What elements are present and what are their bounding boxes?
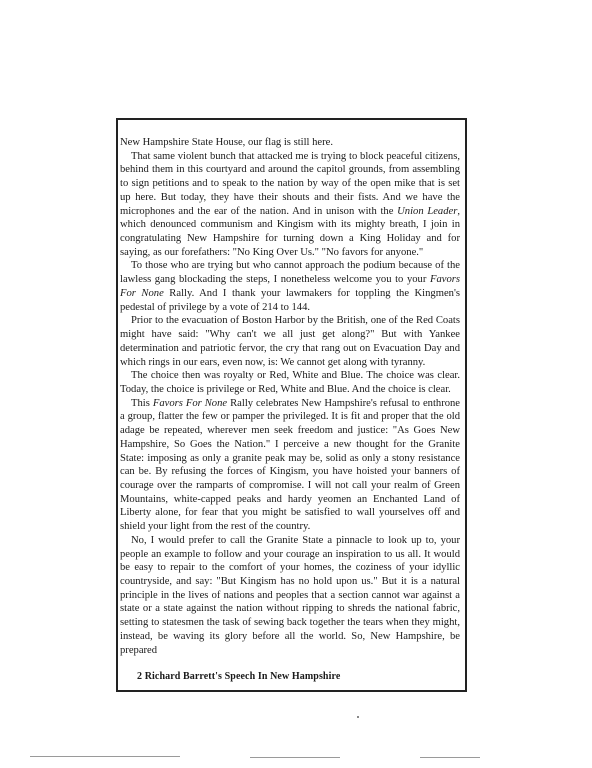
scan-artifact-line <box>420 757 480 758</box>
speech-paragraph <box>120 136 460 150</box>
speech-paragraph <box>120 534 460 657</box>
scan-speck <box>357 716 359 718</box>
paragraph-text: The choice then was royalty or Red, White and Blue. The choice was clear. Today, the choice is privilege or Red, White and Blue. And the choice is clear. <box>120 370 460 395</box>
speech-paragraph <box>120 150 460 260</box>
paragraph-text: , which denounced communism and Kingism with its mighty breath, I join in congratulating New Hampshire for turning down a King Holiday and for saying, as our forefathers: "No King Over Us." "No favors for anyone." <box>120 205 460 258</box>
paragraph-text: To those who are trying but who cannot approach the podium because of the lawless gang blockading the steps, I nonetheless welcome you to your <box>120 260 460 286</box>
paragraph-text: No, I would prefer to call the Granite State a pinnacle to look up to, your people an example to follow and your courage an inspiration to us all. It would be easy to repair to the comfort of your homes, the coziness of your idyllic countryside, and say: "But Kingism has no hold upon us." But it is a natural principle in the lives of nations and peoples that a section cannot war against a state or a state against the nation without ripping to shreds the national fabric, setting to statesmen the task of sewing back together the tears when they might, instead, be waving its glory before all the world. So, New Hampshire, be prepared <box>120 534 460 656</box>
speech-paragraph <box>120 369 460 396</box>
speech-paragraph <box>120 314 460 369</box>
paragraph-text: Rally. And I thank your lawmakers for toppling the Kingmen's pedestal of privilege by a vote of 214 to 144. <box>120 287 460 313</box>
speech-paragraph <box>120 397 460 534</box>
paragraph-text: That same violent bunch that attacked me is trying to block peaceful citizens, behind them in this courtyard and around the capitol grounds, from assembling to sign petitions and to speak to the nation by way of the open mike that is set up here. But today, they have their shouts and their fists. And we have the microphones and the ear of the nation. And in unison with the <box>120 150 460 217</box>
italic-title-text: Favors For None <box>120 274 460 299</box>
scan-artifact-line <box>30 756 180 757</box>
page-footer: 2 Richard Barrett's Speech In New Hampshire <box>137 671 341 682</box>
italic-title-text: Union Leader <box>397 205 458 217</box>
speech-paragraph <box>120 259 460 314</box>
scan-artifact-line <box>250 757 340 758</box>
speech-text-block <box>120 136 460 657</box>
paragraph-text: Prior to the evacuation of Boston Harbor by the British, one of the Red Coats might have said: "Why can't we all just get along?" But with Yankee determination and patriotic fervor, the cry that rang out on Evacuation Day and which rings in our ears, even now, is: We cannot get along with tyranny. <box>120 315 460 368</box>
paragraph-text: New Hampshire State House, our flag is still here. <box>120 137 334 148</box>
italic-title-text: Favors For None <box>152 397 228 409</box>
paragraph-text: Rally celebrates New Hampshire's refusal to enthrone a group, flatter the few or pamper the privileged. It is fit and proper that the old adage be repeated, wherever men seek freedom and justice: "As Goes New Hampshire, So Goes the Nation." I perceive a new thought for the Granite State: imposing as only a granite peak may be, solid as only a stony resistance can be. By refusing the forces of Kingism, you have hoisted your banners of courage over the ramparts of compromise. I will not call your realm of Green Mountains, white-capped peaks and hardy yeomen an Enchanted Land of Liberty alone, for fear that you might be satisfied to wall yourselves off and shield your light from the rest of the country. <box>120 397 461 533</box>
paragraph-text: This <box>131 397 153 409</box>
